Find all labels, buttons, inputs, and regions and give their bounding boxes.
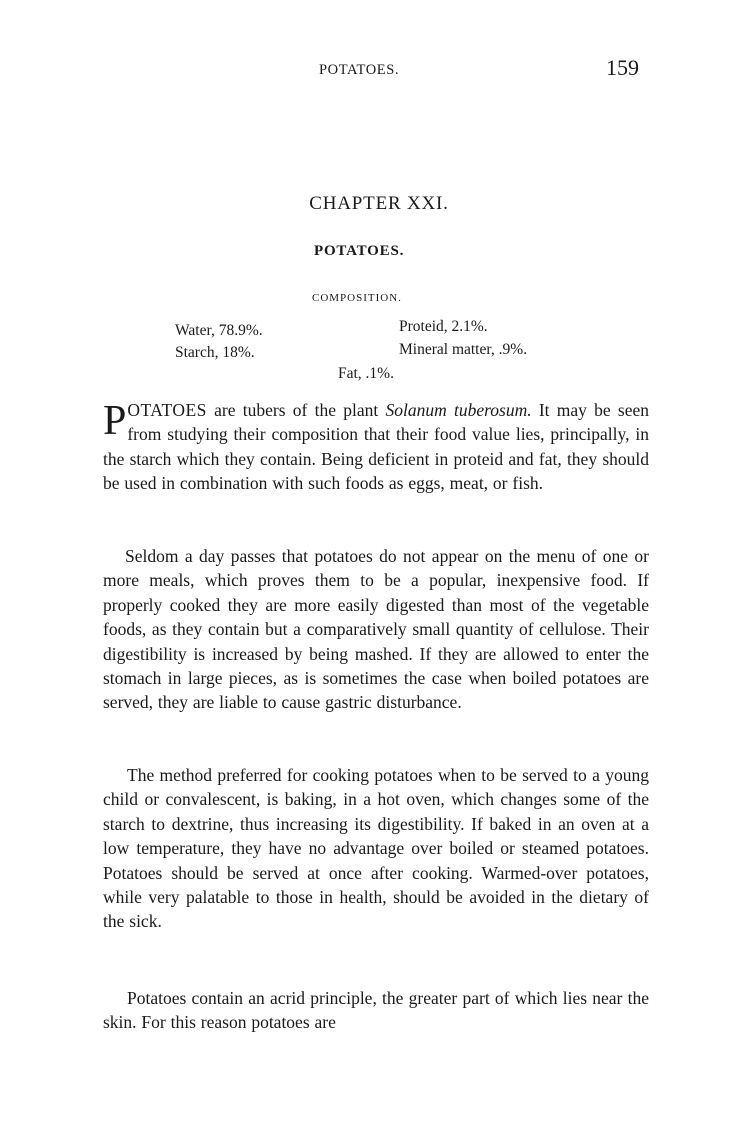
paragraph-digestibility: Seldom a day passes that potatoes do not appear on the menu of one or more meals, which proves them to be a popular, inexpensive food. If properly cooked they are more easily digested than most of the vegetable foods, as they contain but a comparatively small quantity of cellulose. Their digestibility is increased by being mashed. If they are allowed to enter the stomach in large pieces, as is sometimes the case when boiled potatoes are served, they are liable to cause gastric disturbance. — [103, 546, 649, 713]
chapter-title: CHAPTER XXI. — [309, 193, 449, 214]
lead-word: OTATOES — [127, 400, 207, 420]
paragraph-acrid-principle: Potatoes contain an acrid principle, the greater part of which lies near the skin. For this reason potatoes are — [103, 988, 649, 1033]
composition-water: Water, 78.9%. — [175, 322, 263, 339]
paragraph-intro — [103, 398, 649, 496]
paragraph-text: It may be seen from studying their composition that their food value lies, principally, in the starch which they contain. Being deficient in proteid and fat, they should be used in combination with such foods as eggs, meat, or fish. — [103, 400, 649, 494]
scientific-name: Solanum tuberosum. — [385, 400, 532, 420]
composition-proteid: Proteid, 2.1%. — [399, 318, 488, 335]
composition-mineral: Mineral matter, .9%. — [399, 341, 528, 358]
paragraph-cooking-method: The method preferred for cooking potatoes when to be served to a young child or convalescent, is baking, in a hot oven, which changes some of the starch to dextrine, thus increasing its digestibility. If baked in an oven at a low temperature, they have no advantage over boiled or steamed potatoes. Potatoes should be served at once after cooking. Warmed-over potatoes, while very palatable to those in health, should be avoided in the dietary of the sick. — [103, 765, 649, 932]
composition-heading: COMPOSITION. — [312, 292, 402, 304]
drop-cap: P — [103, 398, 127, 444]
section-title: POTATOES. — [314, 243, 405, 259]
paragraph-text: are tubers of the plant — [206, 400, 386, 420]
running-head: POTATOES. — [319, 62, 400, 78]
composition-fat: Fat, .1%. — [338, 365, 394, 382]
page-number: 159 — [606, 55, 639, 80]
composition-starch: Starch, 18%. — [175, 344, 255, 361]
